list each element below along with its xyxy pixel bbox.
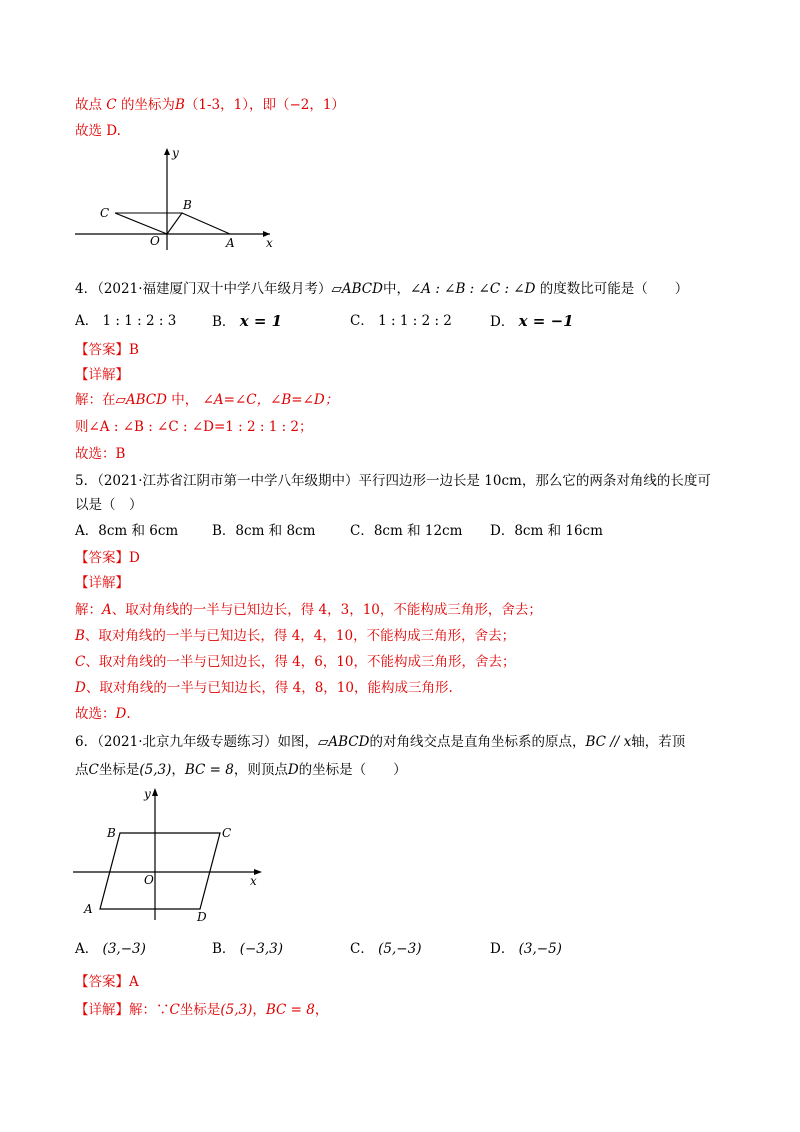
point-label-c: C	[100, 206, 110, 220]
q4-solution-line-3: 故选：B	[75, 446, 126, 462]
q4-option-c[interactable]: C． 1 : 1 : 2 : 2	[350, 313, 452, 329]
origin-label: O	[144, 873, 154, 887]
question-6-stem-cont: 点C坐标是(5,3)，BC = 8，则顶点D的坐标是（ ）	[75, 762, 407, 778]
figure-parallelogram-coordinate	[70, 785, 270, 925]
q5-detail-heading: 【详解】	[75, 575, 129, 591]
q6-answer: 【答案】A	[75, 974, 139, 990]
q5-option-a[interactable]: A．8cm 和 6cm	[75, 523, 179, 539]
x-axis-label: x	[266, 236, 273, 250]
q6-detail-line: 【详解】解：∵C坐标是(5,3)，BC = 8，	[75, 1002, 329, 1018]
question-4-stem: 4．（2021·福建厦门双十中学八年级月考）▱ABCD中，∠A : ∠B : ∠C : ∠D 的度数比可能是（ ）	[75, 281, 689, 297]
q6-option-d[interactable]: D． (3,−5)	[490, 941, 562, 957]
q5-solution-line-5: 故选：D.	[75, 706, 131, 722]
q5-solution-line-3: C、取对角线的一半与已知边长，得 4，6，10，不能构成三角形，舍去；	[75, 654, 516, 670]
q4-option-a[interactable]: A． 1 : 1 : 2 : 3	[75, 313, 177, 329]
point-label-a: A	[226, 236, 235, 250]
q6-option-a[interactable]: A． (3,−3)	[75, 941, 146, 957]
q5-solution-line-2: B、取对角线的一半与已知边长，得 4，4，10，不能构成三角形，舍去；	[75, 628, 516, 644]
y-axis-label: y	[172, 146, 179, 160]
x-axis-label: x	[250, 874, 257, 888]
question-5-stem: 5．（2021·江苏省江阴市第一中学八年级期中）平行四边形一边长是 10cm，那么它的两条对角线的长度可	[75, 473, 711, 489]
question-5-stem-cont: 以是（ ）	[75, 497, 143, 513]
y-axis-label: y	[144, 787, 151, 801]
solution-text-line: 故点 C 的坐标为B（1-3，1），即（−2，1）	[75, 97, 345, 113]
q5-answer: 【答案】D	[75, 550, 140, 566]
origin-label: O	[150, 234, 160, 248]
q5-option-c[interactable]: C．8cm 和 12cm	[350, 523, 463, 539]
vertex-label-b: B	[107, 826, 116, 840]
q5-solution-line-1: 解：A、取对角线的一半与已知边长，得 4，3，10，不能构成三角形，舍去；	[75, 602, 542, 618]
vertex-label-a: A	[84, 902, 93, 916]
q4-detail-heading: 【详解】	[75, 367, 129, 383]
figure-coordinate-triangle	[70, 145, 285, 255]
q5-solution-line-4: D、取对角线的一半与已知边长，得 4，8，10，能构成三角形.	[75, 680, 453, 696]
q5-option-d[interactable]: D．8cm 和 16cm	[490, 523, 603, 539]
q4-solution-line-2: 则∠A : ∠B : ∠C : ∠D=1 : 2 : 1 : 2；	[75, 419, 313, 435]
q6-option-c[interactable]: C． (5,−3)	[350, 941, 422, 957]
choose-answer-line: 故选 D.	[75, 123, 121, 139]
q4-answer: 【答案】B	[75, 342, 139, 358]
q5-option-b[interactable]: B．8cm 和 8cm	[212, 523, 316, 539]
q4-solution-line-1: 解：在▱ABCD 中， ∠A=∠C，∠B=∠D；	[75, 392, 339, 408]
vertex-label-d: D	[197, 910, 207, 924]
question-6-stem: 6．（2021·北京九年级专题练习）如图，▱ABCD的对角线交点是直角坐标系的原点，BC // x轴，若顶	[75, 734, 686, 750]
q4-option-d[interactable]: D． x = −1	[490, 312, 574, 330]
q6-option-b[interactable]: B． (−3,3)	[212, 941, 284, 957]
q4-option-b[interactable]: B． x = 1	[212, 312, 283, 330]
point-label-b: B	[183, 198, 192, 212]
vertex-label-c: C	[222, 826, 232, 840]
